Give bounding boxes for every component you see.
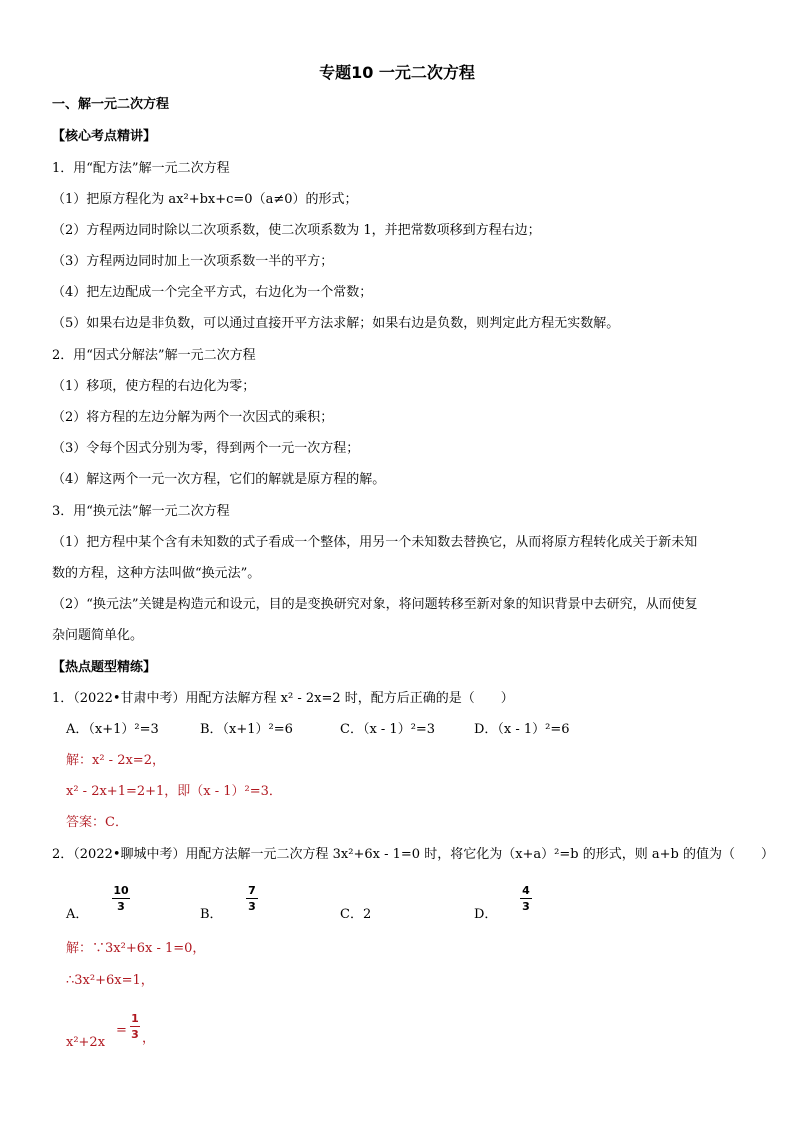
fraction-denominator: 3 [522, 900, 530, 913]
question2-option-d: D． [474, 907, 498, 922]
method3-step1-line1: （1）把方程中某个含有未知数的式子看成一个整体，用另一个未知数去替换它，从而将原方程转化成关于新未知 [52, 535, 698, 550]
method2-step1: （1）移项，使方程的右边化为零； [52, 379, 256, 394]
method3-step1-line2: 数的方程，这种方法叫做“换元法”。 [52, 566, 261, 581]
fraction-numerator: 1 [131, 1012, 139, 1025]
page-title: 专题10 一元二次方程 [319, 63, 475, 82]
question2-option-a-fraction [112, 884, 130, 913]
question1-option-d: D．（x - 1）²=6 [474, 722, 570, 737]
question2-solution-line2: ∴3x²+6x=1， [66, 973, 154, 988]
method2-step4: （4）解这两个一元一次方程，它们的解就是原方程的解。 [52, 472, 386, 487]
fraction-denominator: 3 [248, 900, 256, 913]
method2-step2: （2）将方程的左边分解为两个一次因式的乘积； [52, 410, 334, 425]
method1-step1: （1）把原方程化为 ax²+bx+c=0（a≠0）的形式； [52, 192, 358, 207]
question1-solution-line2: x² - 2x+1=2+1，即（x - 1）²=3． [66, 784, 282, 799]
core-points-heading: 【核心考点精讲】 [52, 129, 157, 144]
method2-heading: 2．用“因式分解法”解一元二次方程 [52, 348, 256, 363]
question2-option-b: B． [200, 907, 223, 922]
method3-step2-line1: （2）“换元法”关键是构造元和设元，目的是变换研究对象，将问题转移至新对象的知识背景中去研究，从而使复 [52, 597, 698, 612]
question2-option-b-fraction [246, 884, 258, 913]
question2-option-d-fraction [520, 884, 532, 913]
fraction-numerator: 4 [522, 884, 530, 897]
method1-step4: （4）把左边配成一个完全平方式，右边化为一个常数； [52, 285, 373, 300]
method3-heading: 3．用“换元法”解一元二次方程 [52, 504, 230, 519]
method2-step3: （3）令每个因式分别为零，得到两个一元一次方程； [52, 441, 360, 456]
method1-step3: （3）方程两边同时加上一次项系数一半的平方； [52, 254, 334, 269]
section-heading: 一、解一元二次方程 [52, 97, 170, 112]
question2-solution-line3-equals: = [116, 1023, 127, 1038]
question1-solution-line1: 解：x² - 2x=2， [66, 753, 165, 768]
method1-step2: （2）方程两边同时除以二次项系数，使二次项系数为 1，并把常数项移到方程右边； [52, 223, 541, 238]
fraction-numerator: 7 [248, 884, 256, 897]
hot-topics-heading: 【热点题型精练】 [52, 660, 157, 675]
question2-solution-line3-left: x²+2x [66, 1035, 106, 1050]
question1-option-a: A．（x+1）²=3 [66, 722, 159, 737]
fraction-numerator: 10 [113, 884, 129, 897]
fraction-denominator: 3 [131, 1028, 139, 1041]
question1-answer: 答案：C． [66, 815, 128, 830]
question1-option-c: C．（x - 1）²=3 [340, 722, 436, 737]
question1-option-b: B．（x+1）²=6 [200, 722, 293, 737]
method1-step5: （5）如果右边是非负数，可以通过直接开平方法求解；如果右边是负数，则判定此方程无实数解。 [52, 316, 620, 331]
method3-step2-line2: 杂问题简单化。 [52, 628, 144, 643]
fraction-denominator: 3 [117, 900, 125, 913]
question2-solution-line3-end: ， [142, 1031, 156, 1046]
question2-option-a: A． [66, 907, 89, 922]
question2-solution-line1: 解：∵3x²+6x - 1=0， [66, 941, 206, 956]
question2-option-c: C．2 [340, 907, 372, 922]
method1-heading: 1．用“配方法”解一元二次方程 [52, 161, 230, 176]
question2-stem: 2．（2022•聊城中考）用配方法解一元二次方程 3x²+6x - 1=0 时，将它化为（x+a）²=b 的形式，则 a+b 的值为（ ） [52, 847, 774, 862]
question2-solution-line3-fraction [130, 1012, 140, 1041]
question1-stem: 1．（2022•甘肃中考）用配方法解方程 x² - 2x=2 时，配方后正确的是（ ） [52, 691, 514, 706]
